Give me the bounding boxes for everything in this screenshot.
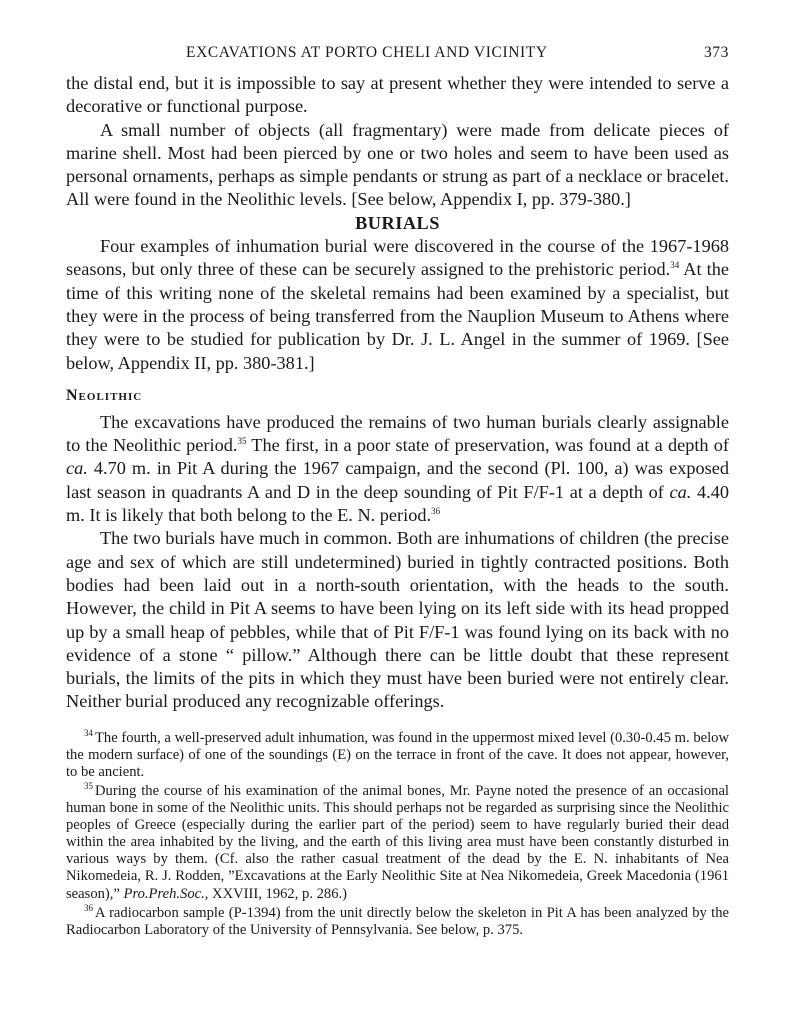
section-title-burials: BURIALS — [355, 212, 440, 233]
text-run: The excavations have produced the remains of two human burials clearly assignable to the Neolithic period. — [66, 411, 729, 456]
text-run: 4.40 m. It is likely that both belong to the E. N. period. — [66, 481, 729, 526]
paragraph-continuation: the distal end, but it is impossible to say at present whether they were intended to serve a decorative or functional purpose. — [66, 73, 729, 117]
footnote-number: 36 — [84, 902, 93, 913]
italic-ca: ca. — [669, 481, 692, 502]
footnote-number: 35 — [84, 781, 93, 792]
footnote-36 — [66, 902, 729, 939]
subsection-title-neolithic: Neolithic — [66, 386, 143, 404]
text-run: 4.70 m. in Pit A during the 1967 campaign, and the second (Pl. 100, a) was exposed last season in quadrants A and D in the deep sounding of Pit F/F-1 at a depth of — [66, 458, 729, 502]
page — [66, 44, 729, 941]
footnote-35 — [66, 783, 729, 903]
text-run: Four examples of inhumation burial were discovered in the course of the 1967-1968 seasons, but only three of these can be securely assigned to the prehistoric period. — [66, 236, 729, 280]
running-title: EXCAVATIONS AT PORTO CHELI AND VICINITY — [186, 44, 548, 61]
paragraph-burial-comparison: The two burials have much in common. Both are inhumations of children (the precise age and sex of which are still undetermined) buried in tightly contracted positions. Both bodies had been laid out in a north-south orientation, with the heads to the south. However, the child in Pit A seems to have been lying on its left side with its head propped up by a small heap of pebbles, while that of Pit F/F-1 was found lying on its back with no evidence of a stone “ pillow.” Although there can be little doubt that these represent burials, the limits of the pits in which they must have been buried were not entirely clear. Neither burial produced any recognizable offerings. — [66, 528, 729, 712]
footnote-text: , XXVIII, 1962, p. 286.) — [204, 885, 348, 902]
footnote-text: A radiocarbon sample (P-1394) from the unit directly below the skeleton in Pit A has been analyzed by the Radiocarbon Laboratory of the University of Pennsylvania. See below, p. 375. — [66, 904, 729, 938]
footnote-ref-36[interactable]: 36 — [431, 505, 441, 516]
paragraph-neolithic-burials — [66, 411, 729, 527]
paragraph-shell-objects: A small number of objects (all fragmentary) were made from delicate pieces of marine shell. Most had been pierced by one or two holes and seem to have been used as personal ornaments, perhaps as simple pendants or strung as part of a necklace or bracelet. All were found in the Neolithic levels. [See below, Appendix I, pp. 379-380.] — [66, 119, 729, 210]
footnote-ref-34[interactable]: 34 — [670, 260, 680, 271]
page-number: 373 — [703, 44, 729, 61]
footnote-ref-35[interactable]: 35 — [237, 436, 247, 447]
paragraph-burials-intro — [66, 235, 729, 375]
text-run: At the time of this writing none of the skeletal remains had been examined by a specialist, but they were in the process of being transferred from the Nauplion Museum to Athens where they were to be studied for publication by Dr. J. L. Angel in the summer of 1969. [See below, Appendix II, pp. 380-381.] — [66, 259, 729, 373]
footnote-34 — [66, 727, 729, 781]
footnote-text: The fourth, a well-preserved adult inhumation, was found in the uppermost mixed level (0.30-0.45 m. below the modern surface) of one of the soundings (E) on the terrace in front of the cave. It does not appear, however, to be ancient. — [66, 729, 729, 780]
text-run: The first, in a poor state of preservation, was found at a depth of — [246, 435, 729, 456]
footnotes — [66, 727, 729, 939]
journal-title: Pro.Preh.Soc. — [123, 885, 205, 902]
running-head — [66, 44, 729, 72]
footnote-text: During the course of his examination of the animal bones, Mr. Payne noted the presence of an occasional human bone in some of the Neolithic units. This should perhaps not be regarded as surprising since the Neolithic peoples of Greece (especially during the earlier part of the period) seem to have regularly buried their dead within the area inhabited by the living, and the earth of this living area must have been constantly disturbed in various ways by them. (Cf. also the rather casual treatment of the dead by the E. N. inhabitants of Nea Nikomedeia, R. J. Rodden, ”Excavations at the Early Neolithic Site at Nea Nikomedeia, Greek Macedonia (1961 season),” — [66, 783, 729, 902]
italic-ca: ca. — [66, 458, 88, 479]
footnote-number: 34 — [84, 727, 93, 738]
